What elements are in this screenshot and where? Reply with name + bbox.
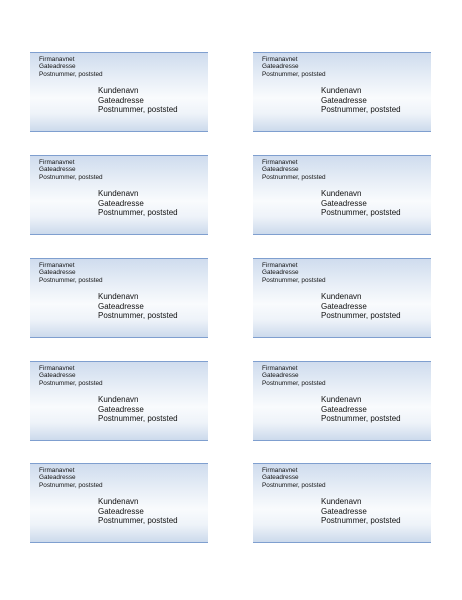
recipient-name: Kundenavn [321, 292, 362, 301]
recipient-address [98, 86, 178, 115]
sender-postal: Postnummer, poststed [39, 481, 103, 489]
sender-street: Gateadresse [39, 474, 76, 482]
recipient-address [321, 292, 401, 321]
recipient-street: Gateadresse [321, 95, 367, 105]
address-label[interactable] [253, 361, 431, 441]
sender-postal: Postnummer, poststed [262, 379, 326, 387]
recipient-street: Gateadresse [98, 198, 144, 208]
sender-address [39, 467, 103, 489]
sender-company: Firmanavnet [262, 159, 298, 166]
sender-postal: Postnummer, poststed [262, 481, 326, 489]
sender-company: Firmanavnet [39, 467, 75, 474]
address-label[interactable] [253, 52, 431, 132]
recipient-address [98, 395, 178, 424]
sender-address [262, 159, 326, 181]
sender-street: Gateadresse [39, 166, 76, 174]
sender-postal: Postnummer, poststed [39, 379, 103, 387]
sender-company: Firmanavnet [262, 467, 298, 474]
recipient-name: Kundenavn [98, 86, 139, 95]
address-label[interactable] [253, 258, 431, 338]
recipient-postal: Postnummer, poststed [321, 208, 401, 218]
address-label[interactable] [253, 155, 431, 235]
address-label[interactable] [30, 361, 208, 441]
address-label[interactable] [253, 463, 431, 543]
recipient-name: Kundenavn [98, 395, 139, 404]
sender-street: Gateadresse [262, 269, 299, 277]
recipient-address [98, 497, 178, 526]
recipient-address [321, 189, 401, 218]
sender-street: Gateadresse [262, 63, 299, 71]
sender-street: Gateadresse [262, 166, 299, 174]
recipient-postal: Postnummer, poststed [98, 105, 178, 115]
recipient-name: Kundenavn [321, 497, 362, 506]
sender-postal: Postnummer, poststed [262, 276, 326, 284]
sender-address [262, 262, 326, 284]
sender-company: Firmanavnet [262, 365, 298, 372]
recipient-name: Kundenavn [321, 86, 362, 95]
recipient-postal: Postnummer, poststed [98, 414, 178, 424]
sender-street: Gateadresse [39, 372, 76, 380]
recipient-address [321, 497, 401, 526]
address-label[interactable] [30, 155, 208, 235]
sender-company: Firmanavnet [39, 159, 75, 166]
sender-postal: Postnummer, poststed [262, 173, 326, 181]
sender-street: Gateadresse [39, 269, 76, 277]
sender-postal: Postnummer, poststed [262, 70, 326, 78]
recipient-address [98, 292, 178, 321]
sender-street: Gateadresse [39, 63, 76, 71]
sender-company: Firmanavnet [39, 56, 75, 63]
sender-street: Gateadresse [262, 372, 299, 380]
recipient-street: Gateadresse [98, 301, 144, 311]
address-label[interactable] [30, 258, 208, 338]
recipient-postal: Postnummer, poststed [321, 516, 401, 526]
recipient-postal: Postnummer, poststed [321, 105, 401, 115]
sender-address [262, 467, 326, 489]
recipient-street: Gateadresse [321, 404, 367, 414]
recipient-street: Gateadresse [321, 198, 367, 208]
sender-address [262, 365, 326, 387]
recipient-name: Kundenavn [321, 189, 362, 198]
sender-address [39, 159, 103, 181]
recipient-street: Gateadresse [98, 404, 144, 414]
recipient-postal: Postnummer, poststed [321, 414, 401, 424]
recipient-postal: Postnummer, poststed [98, 208, 178, 218]
sender-address [262, 56, 326, 78]
sender-address [39, 365, 103, 387]
sender-company: Firmanavnet [262, 56, 298, 63]
sender-address [39, 262, 103, 284]
recipient-address [98, 189, 178, 218]
recipient-street: Gateadresse [321, 506, 367, 516]
address-label[interactable] [30, 52, 208, 132]
sender-postal: Postnummer, poststed [39, 276, 103, 284]
recipient-name: Kundenavn [321, 395, 362, 404]
sender-postal: Postnummer, poststed [39, 173, 103, 181]
sender-company: Firmanavnet [39, 262, 75, 269]
recipient-street: Gateadresse [98, 95, 144, 105]
sender-company: Firmanavnet [262, 262, 298, 269]
sender-street: Gateadresse [262, 474, 299, 482]
sender-postal: Postnummer, poststed [39, 70, 103, 78]
recipient-postal: Postnummer, poststed [98, 516, 178, 526]
address-label[interactable] [30, 463, 208, 543]
recipient-name: Kundenavn [98, 189, 139, 198]
recipient-name: Kundenavn [98, 292, 139, 301]
sender-company: Firmanavnet [39, 365, 75, 372]
recipient-name: Kundenavn [98, 497, 139, 506]
recipient-postal: Postnummer, poststed [321, 311, 401, 321]
sender-address [39, 56, 103, 78]
recipient-street: Gateadresse [98, 506, 144, 516]
recipient-address [321, 86, 401, 115]
recipient-street: Gateadresse [321, 301, 367, 311]
recipient-address [321, 395, 401, 424]
recipient-postal: Postnummer, poststed [98, 311, 178, 321]
